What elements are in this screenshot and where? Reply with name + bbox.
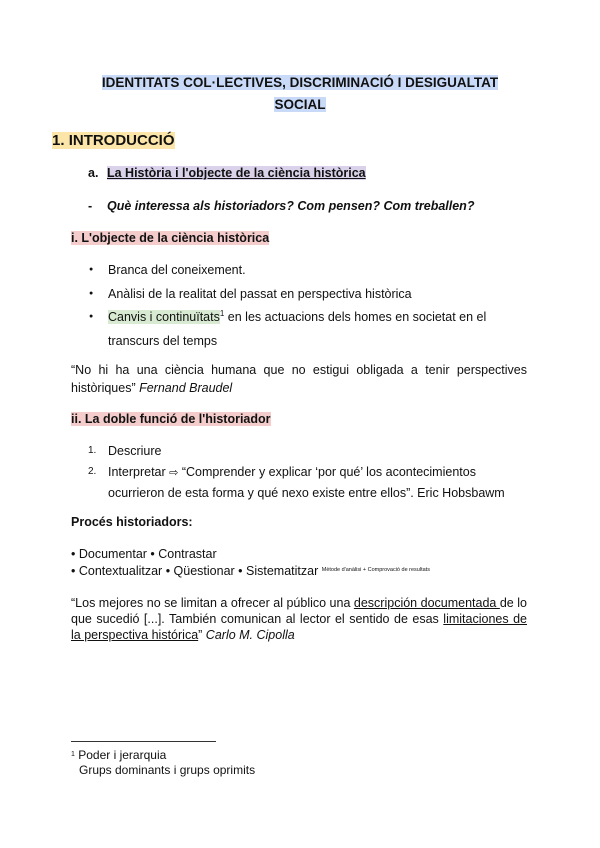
part-i-bullet-list [71, 260, 531, 353]
subsection-label: a. [88, 166, 99, 180]
section-heading-highlight [52, 132, 175, 149]
quote-author: Carlo M. Cipolla [205, 628, 295, 642]
arrow-right-icon: ⇨ [169, 467, 179, 479]
section-number: 1. [52, 132, 65, 149]
footnote-line-2: Grups dominants i grups oprimits [79, 763, 256, 777]
list-number: 1. [88, 445, 97, 456]
quote-text: ” [198, 628, 206, 642]
footnote-separator [71, 741, 216, 742]
list-item-text: Interpretar [108, 465, 170, 479]
hobsbawm-quote: “Comprender y explicar ‘por qué’ los acontecimientos ocurrieron de esta forma y qué nexo existe entre ellos”. Eric Hobsbawm [108, 465, 505, 500]
part-i-title: i. L'objecte de la ciència històrica [71, 231, 270, 245]
question-dash: - [88, 199, 93, 213]
list-item [71, 260, 531, 280]
title-line-1: IDENTITATS COL·LECTIVES, DISCRIMINACIÓ I DESIGUALTAT [101, 75, 499, 90]
list-item [71, 305, 531, 353]
section-heading-introduccio [52, 131, 175, 151]
list-item-text: Anàlisi de la realitat del passat en perspectiva històrica [108, 287, 412, 301]
quote-text: de lo que sucedió [...]. También comunican al lector el sentido de esas [71, 596, 527, 626]
quote-author: Fernand Braudel [139, 381, 233, 395]
list-item [71, 284, 531, 304]
part-i-heading [71, 230, 269, 246]
footnote-line-1: Poder i jerarquia [74, 748, 167, 762]
quote-text: “Los mejores no se limitan a ofrecer al público una [71, 596, 354, 610]
proces-steps: • Contextualitzar • Qüestionar • Sistematitzar [71, 564, 319, 578]
title-line-2: SOCIAL [274, 97, 326, 112]
guiding-question [88, 198, 474, 214]
subsection-heading [88, 165, 366, 181]
list-number: 2. [88, 466, 97, 477]
list-item-text: en les actuacions dels homes en societat en el transcurs del temps [108, 310, 487, 348]
highlighted-term: Canvis i continuïtats [108, 310, 220, 324]
subsection-title: La Història i l'objecte de la ciència històrica [107, 166, 366, 180]
method-note: Mètode d'anàlisi + Comprovació de resultats [321, 567, 430, 573]
cipolla-quote [71, 595, 527, 643]
section-title: INTRODUCCIÓ [68, 132, 175, 149]
list-item-text: Branca del coneixement. [108, 263, 246, 277]
part-ii-title: ii. La doble funció de l'historiador [71, 412, 271, 426]
list-item [71, 462, 531, 503]
underlined-phrase: descripción documentada [353, 596, 500, 610]
question-text: Què interessa als historiadors? Com pensen? Com treballen? [107, 199, 475, 213]
footnote-marker: 1 [71, 751, 75, 758]
document-title [70, 72, 530, 116]
quote-text: “No hi ha una ciència humana que no estigui obligada a tenir perspectives històriques” [71, 363, 527, 395]
braudel-quote [71, 361, 527, 397]
list-item-text: Descriure [108, 444, 162, 458]
footnote [71, 747, 255, 778]
list-item [71, 441, 531, 461]
underlined-phrase: limitaciones de la perspectiva histórica [71, 612, 527, 642]
part-ii-numbered-list [71, 441, 531, 503]
proces-line-1: • Documentar • Contrastar [71, 547, 217, 561]
proces-line-2 [71, 562, 430, 579]
footnote-reference[interactable]: 1 [219, 308, 225, 318]
part-ii-heading [71, 411, 271, 427]
proces-heading: Procés historiadors: [71, 515, 193, 529]
